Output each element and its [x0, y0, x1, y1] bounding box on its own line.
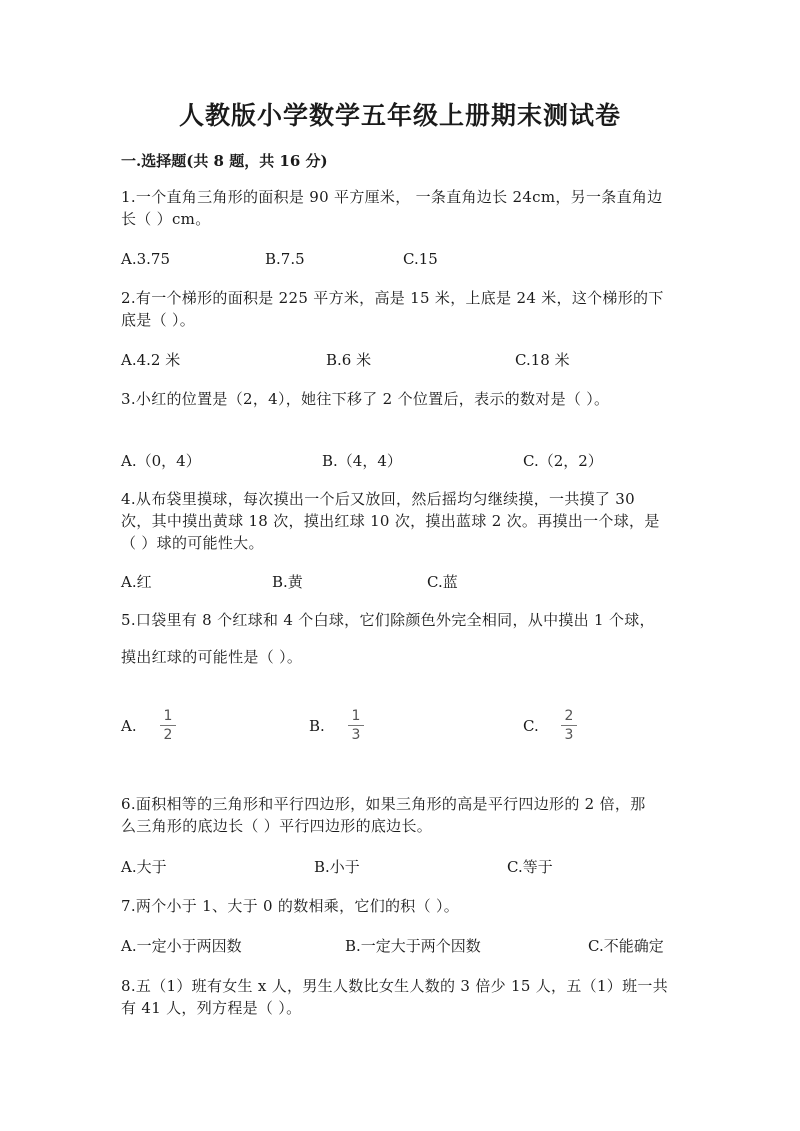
option-a: A.（0，4） — [121, 452, 201, 470]
question-line: 底是（ ）。 — [121, 311, 196, 329]
question-line: （ ）球的可能性大。 — [121, 534, 264, 552]
option-b: B.小于 — [314, 858, 360, 876]
fraction-b: 1 3 — [348, 709, 364, 742]
question-4 — [121, 488, 681, 554]
question-line: 5.口袋里有 8 个红球和 4 个白球，它们除颜色外完全相同，从中摸出 1 个球， — [121, 611, 655, 629]
section-heading: 一.选择题(共 8 题，共 16 分) — [121, 152, 328, 170]
question-7 — [121, 895, 681, 917]
option-a: A.大于 — [121, 858, 167, 876]
question-5-cont — [121, 646, 681, 668]
question-line: 长（ ）cm。 — [121, 210, 211, 228]
question-line: 摸出红球的可能性是（ ）。 — [121, 648, 303, 666]
question-line: 8.五（1）班有女生 x 人，男生人数比女生人数的 3 倍少 15 人，五（1）班一共 — [121, 977, 668, 995]
question-line: 次，其中摸出黄球 18 次，摸出红球 10 次，摸出蓝球 2 次。再摸出一个球，是 — [121, 512, 660, 530]
option-a: A.4.2 米 — [121, 351, 181, 369]
question-line: 4.从布袋里摸球，每次摸出一个后又放回，然后摇均匀继续摸，一共摸了 30 — [121, 490, 635, 508]
question-2 — [121, 287, 681, 331]
option-a: A.红 — [121, 573, 152, 591]
option-c: C.等于 — [507, 858, 553, 876]
option-c: C.蓝 — [427, 573, 458, 591]
question-6 — [121, 793, 681, 837]
question-line: 有 41 人，列方程是（ ）。 — [121, 999, 302, 1017]
question-line: 2.有一个梯形的面积是 225 平方米，高是 15 米，上底是 24 米，这个梯形的下 — [121, 289, 664, 307]
option-b: B.6 米 — [326, 351, 372, 369]
question-5 — [121, 609, 681, 631]
fraction-c: 2 3 — [561, 709, 577, 742]
question-3 — [121, 388, 681, 410]
option-c: C.18 米 — [515, 351, 570, 369]
option-c: C.15 — [403, 250, 438, 268]
question-line: 么三角形的底边长（ ）平行四边形的底边长。 — [121, 817, 433, 835]
question-line: 7.两个小于 1、大于 0 的数相乘，它们的积（ ）。 — [121, 897, 460, 915]
question-line: 1.一个直角三角形的面积是 90 平方厘米， 一条直角边长 24cm，另一条直角边 — [121, 188, 663, 206]
option-b: B.黄 — [272, 573, 303, 591]
question-line: 6.面积相等的三角形和平行四边形，如果三角形的高是平行四边形的 2 倍，那 — [121, 795, 646, 813]
option-a: A. — [121, 717, 137, 735]
fraction-a: 1 2 — [160, 709, 176, 742]
question-line: 3.小红的位置是（2，4），她往下移了 2 个位置后，表示的数对是（ ）。 — [121, 390, 610, 408]
option-a: A.一定小于两因数 — [121, 937, 242, 955]
option-b: B. — [309, 717, 325, 735]
question-8 — [121, 975, 681, 1019]
option-c: C. — [523, 717, 539, 735]
question-1 — [121, 186, 681, 230]
option-b: B.一定大于两个因数 — [345, 937, 481, 955]
page-title: 人教版小学数学五年级上册期末测试卷 — [178, 101, 621, 130]
option-b: B.（4，4） — [322, 452, 402, 470]
option-b: B.7.5 — [265, 250, 305, 268]
option-a: A.3.75 — [121, 250, 170, 268]
option-c: C.（2，2） — [523, 452, 603, 470]
option-c: C.不能确定 — [588, 937, 664, 955]
